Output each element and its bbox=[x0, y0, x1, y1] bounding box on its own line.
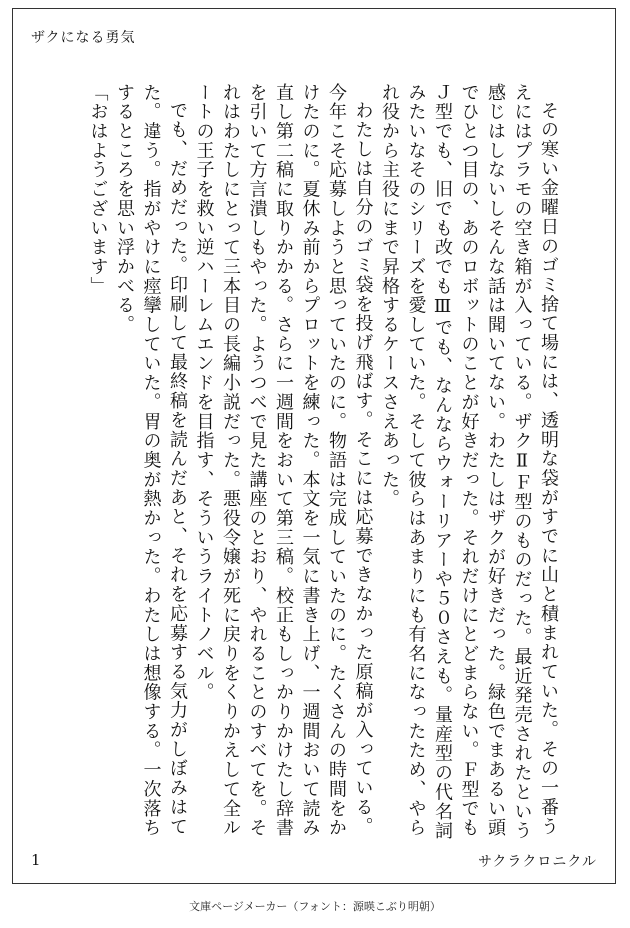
page-number: 1 bbox=[31, 851, 41, 869]
book-title: サクラクロニクル bbox=[477, 854, 597, 870]
paragraph: でも、だめだった。印刷して最終稿を読んだあと、それを応募する気力がしぼみはてた。違う。指がやけに痙攣していた。胃の奥が熱かった。わたしは想像する。一次落ちするところを思い浮かべる。 bbox=[114, 83, 188, 838]
vertical-body-text bbox=[61, 83, 561, 843]
book-page bbox=[12, 8, 616, 884]
maker-credit: 文庫ページメーカー（フォント：源暎こぶり明朝） bbox=[189, 900, 441, 913]
paragraph: わたしは自分のゴミ袋を投げ飛ばす。そこには応募できなかった原稿が入っている。今年こそ応募しようと思っていたのに。物語は完成していたのに。たくさんの時間をかけたのに。夏休み前からプロットを練った。本文を一気に書き上げ、一週間おいて読み直し第二稿に取りかかる。さらに一週間をおいて第三稿。校正もしっかりかけたし辞書を引いて方言潰しもやった。ようつべで見た講座のとおり、やれることのすべてを。それはわたしにとって三本目の長編小説だった。悪役令嬢が死に戻りをくりかえして全ルートの王子を救い逆ハーレムエンドを目指す、そういうライトノベル。 bbox=[193, 83, 374, 838]
running-title: ザクになる勇気 bbox=[31, 30, 136, 46]
paragraph: その寒い金曜日のゴミ捨て場には、透明な袋がすでに山と積まれていた。その一番うえにはプラモの空き箱が入っている。ザクⅡＦ型のものだった。最近発売されたという感じはしないしそんな話は聞いてない。わたしはザクが好きだった。緑色でまあるい頭でひとつ目の、あのロボットのことが好きだった。それだけにとどまらない。Ｆ型でもＪ型でも、旧でも改でもⅢでも、なんならウォーリアーや５０さえも。量産型の代名詞みたいなそのシリーズを愛していた。そして彼らはあまりにも有名になったため、やられ役から主役にまで昇格するケースさえあった。 bbox=[379, 83, 559, 841]
dialogue-line: 「おはようございます」 bbox=[87, 83, 109, 296]
